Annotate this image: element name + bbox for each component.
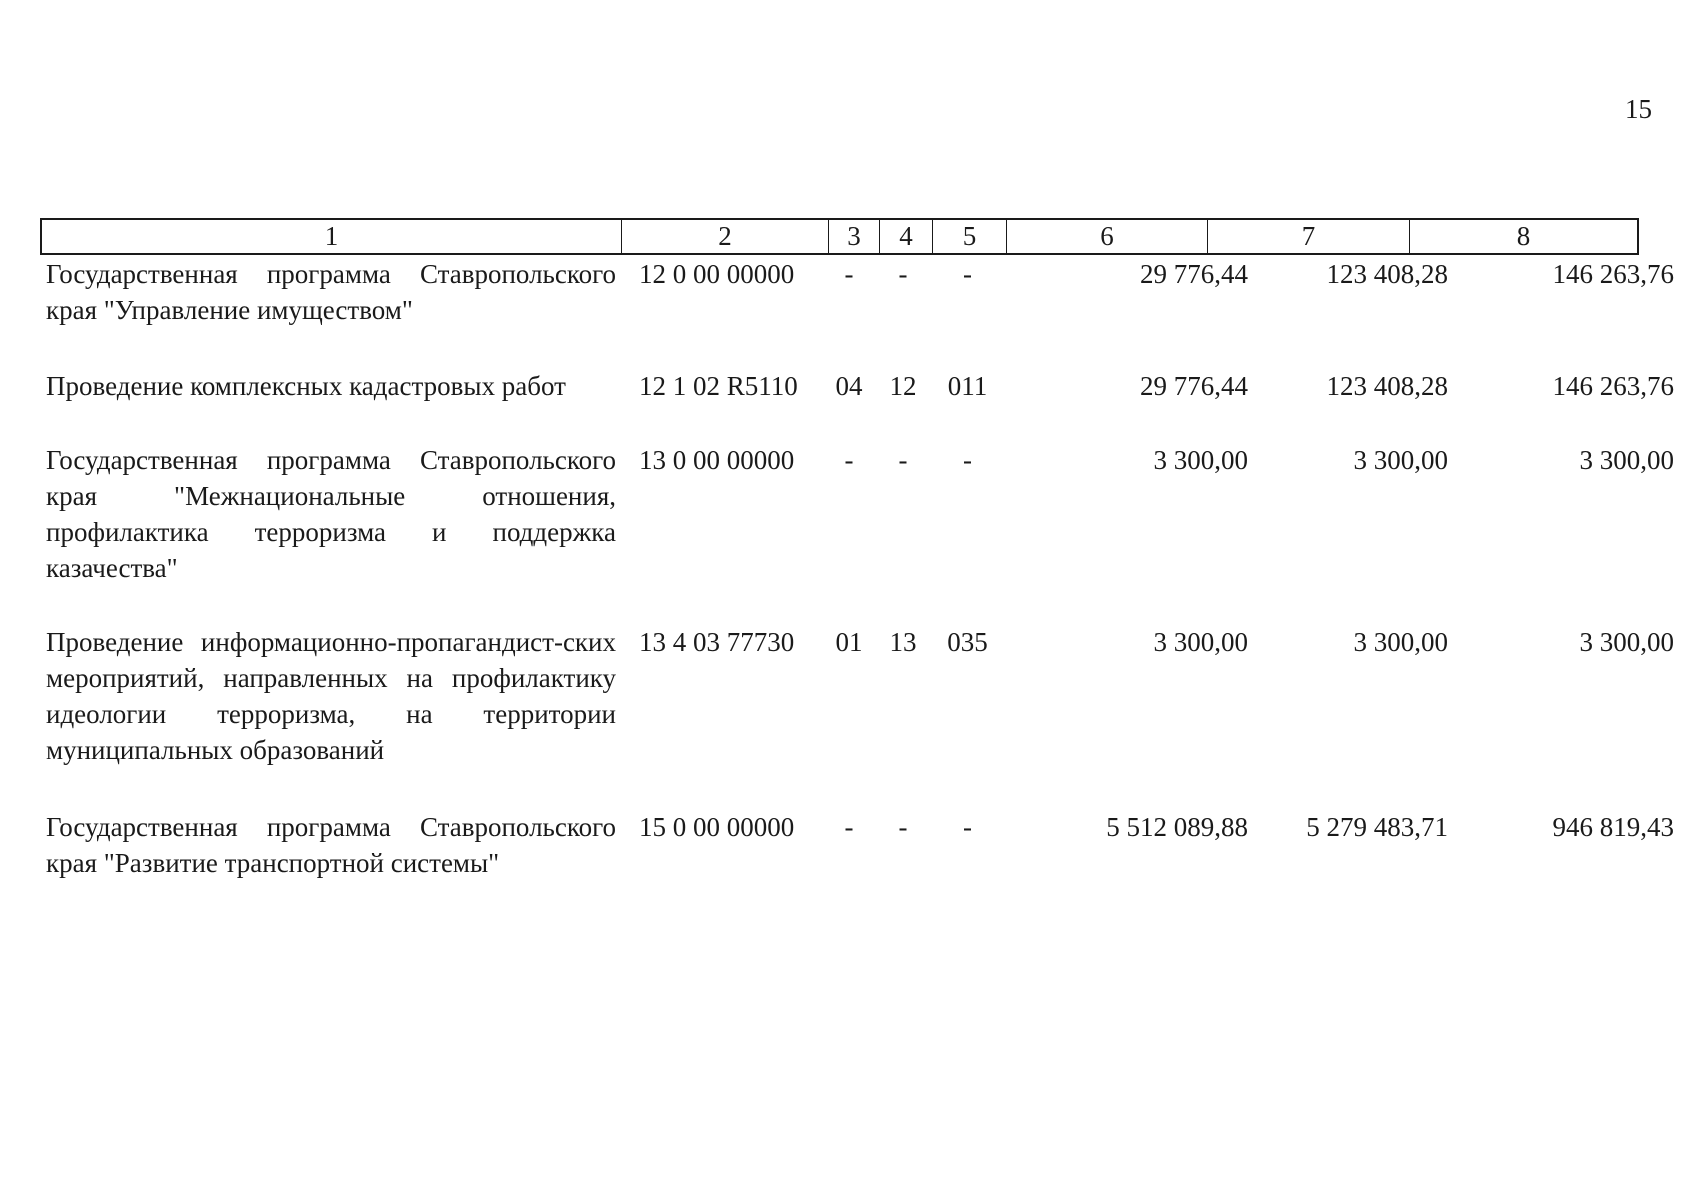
page-number: 15 bbox=[1625, 94, 1652, 124]
row-col-3: 01 bbox=[835, 627, 863, 657]
row-name: Проведение информационно-пропагандист-ских мероприятий, направленных на профилактику идеологии терроризма, на территории муниципальных образований bbox=[46, 627, 616, 765]
row-col-4: - bbox=[898, 445, 908, 475]
row-col-8: 3 300,00 bbox=[1579, 627, 1674, 657]
row-col-6: 5 512 089,88 bbox=[1106, 812, 1248, 842]
row-col-3: - bbox=[844, 259, 854, 289]
row-col-6: 29 776,44 bbox=[1140, 371, 1248, 401]
row-col-7: 3 300,00 bbox=[1353, 627, 1448, 657]
row-col-8: 946 819,43 bbox=[1552, 812, 1674, 842]
row-name: Государственная программа Ставропольского края "Развитие транспортной системы" bbox=[46, 812, 616, 878]
row-col-6: 29 776,44 bbox=[1140, 259, 1248, 289]
row-code: 15 0 00 00000 bbox=[639, 812, 795, 842]
row-col-7: 3 300,00 bbox=[1353, 445, 1448, 475]
row-col-6: 3 300,00 bbox=[1153, 627, 1248, 657]
row-col-5: 035 bbox=[947, 627, 988, 657]
row-col-5: - bbox=[963, 259, 972, 289]
row-col-4: 13 bbox=[889, 627, 917, 657]
row-col-4: - bbox=[898, 812, 908, 842]
row-col-7: 123 408,28 bbox=[1326, 371, 1448, 401]
header-cell-7: 7 bbox=[1208, 220, 1410, 253]
header-cell-8: 8 bbox=[1516, 221, 1531, 251]
header-cell-1: 1 bbox=[42, 220, 622, 253]
row-name: Государственная программа Ставропольского края "Межнациональные отношения, профилактика терроризма и поддержка казачества" bbox=[46, 445, 616, 583]
row-col-3: - bbox=[844, 812, 854, 842]
header-cell-3: 3 bbox=[829, 220, 880, 253]
row-col-5: - bbox=[963, 445, 972, 475]
row-col-7: 123 408,28 bbox=[1326, 259, 1448, 289]
row-col-3: - bbox=[844, 445, 854, 475]
row-col-3: 04 bbox=[835, 371, 863, 401]
row-code: 13 0 00 00000 bbox=[639, 445, 795, 475]
row-code: 13 4 03 77730 bbox=[639, 627, 795, 657]
header-cell-5: 5 bbox=[933, 220, 1007, 253]
row-col-8: 146 263,76 bbox=[1552, 371, 1674, 401]
row-code: 12 1 02 R5110 bbox=[639, 371, 798, 401]
row-col-8: 3 300,00 bbox=[1579, 445, 1674, 475]
header-cell-2: 2 bbox=[622, 220, 829, 253]
row-col-4: 12 bbox=[889, 371, 917, 401]
table-header bbox=[40, 218, 1639, 255]
header-cell-6: 6 bbox=[1007, 220, 1208, 253]
row-col-5: 011 bbox=[947, 371, 988, 401]
row-name: Проведение комплексных кадастровых работ bbox=[46, 371, 566, 401]
row-col-4: - bbox=[898, 259, 908, 289]
row-code: 12 0 00 00000 bbox=[639, 259, 795, 289]
row-col-5: - bbox=[963, 812, 972, 842]
row-col-8: 146 263,76 bbox=[1552, 259, 1674, 289]
header-cell-4: 4 bbox=[880, 220, 933, 253]
row-col-6: 3 300,00 bbox=[1153, 445, 1248, 475]
row-name: Государственная программа Ставропольского края "Управление имуществом" bbox=[46, 259, 616, 325]
row-col-7: 5 279 483,71 bbox=[1306, 812, 1448, 842]
